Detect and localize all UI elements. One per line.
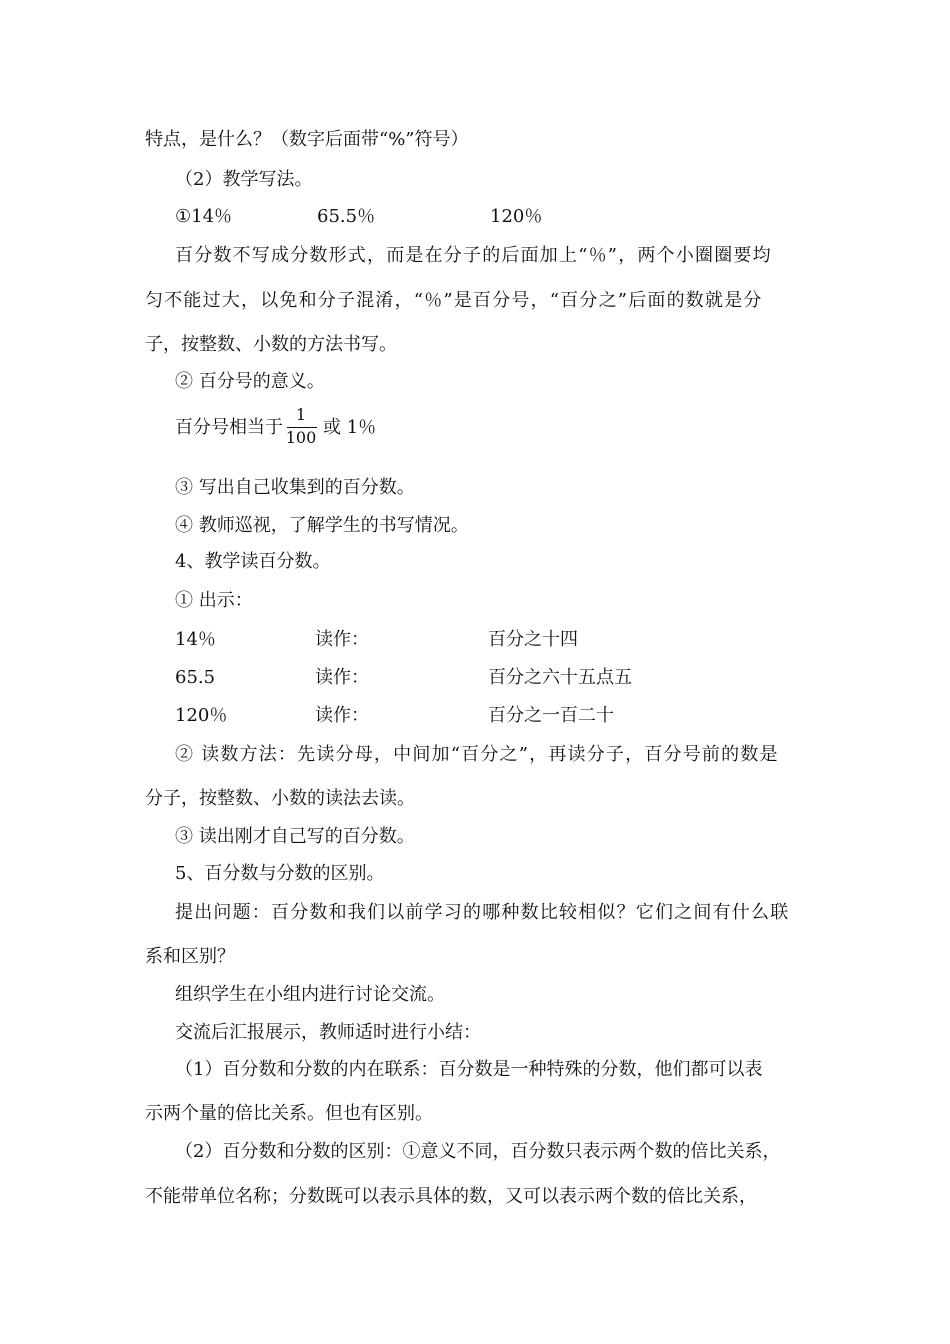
table-cell-number: 120％ — [175, 705, 228, 726]
section-heading: 4、教学读百分数。 — [175, 551, 331, 572]
table-cell-reading: 百分之六十五点五 — [488, 667, 632, 688]
percent-meaning-prefix: 百分号相当于 — [175, 417, 283, 438]
table-cell-reading: 百分之十四 — [488, 629, 578, 650]
table-cell-number: 65.5 — [175, 667, 216, 688]
table-cell-reading: 百分之一百二十 — [488, 705, 614, 726]
paragraph-line: （1）百分数和分数的内在联系：百分数是一种特殊的分数，他们都可以表 — [175, 1059, 763, 1080]
paragraph-line: ③ 写出自己收集到的百分数。 — [175, 477, 415, 498]
percent-meaning — [175, 405, 377, 447]
paragraph-line: 分子，按整数、小数的读法去读。 — [145, 788, 415, 809]
paragraph-line: 系和区别？ — [145, 946, 235, 967]
section-heading: 5、百分数与分数的区别。 — [175, 863, 385, 884]
table-cell-label: 读作： — [315, 705, 369, 726]
paragraph-line: ④ 教师巡视，了解学生的书写情况。 — [175, 515, 469, 536]
paragraph-line: 不能带单位名称；分数既可以表示具体的数，又可以表示两个数的倍比关系， — [145, 1186, 757, 1207]
paragraph-line: ③ 读出刚才自己写的百分数。 — [175, 826, 415, 847]
paragraph-line: 百分数不写成分数形式，而是在分子的后面加上“％”，两个小圈圈要均 — [175, 245, 772, 266]
paragraph-line: 提出问题：百分数和我们以前学习的哪种数比较相似？它们之间有什么联 — [175, 902, 790, 923]
section-heading: ② 百分号的意义。 — [175, 371, 325, 392]
paragraph-line: ① 出示： — [175, 590, 253, 611]
paragraph-line: ② 读数方法：先读分母，中间加“百分之”，再读分子，百分号前的数是 — [175, 744, 779, 765]
example-3: 120％ — [490, 206, 543, 227]
table-cell-label: 读作： — [315, 667, 369, 688]
table-cell-number: 14％ — [175, 629, 216, 650]
paragraph-line: （2）百分数和分数的区别：①意义不同，百分数只表示两个数的倍比关系， — [175, 1141, 781, 1162]
example-2: 65.5％ — [317, 206, 376, 227]
paragraph-line: 交流后汇报展示，教师适时进行小结： — [175, 1022, 481, 1043]
fraction-denominator: 100 — [285, 428, 317, 447]
paragraph-line: 匀不能过大，以免和分子混淆，“％”是百分号，“百分之”后面的数就是分 — [145, 290, 763, 311]
paragraph-line: 子，按整数、小数的方法书写。 — [145, 334, 397, 355]
section-heading: （2）教学写法。 — [175, 169, 313, 190]
paragraph-line: 示两个量的倍比关系。但也有区别。 — [145, 1103, 433, 1124]
example-1: ①14％ — [175, 206, 233, 227]
fraction-numerator: 1 — [295, 405, 307, 424]
fraction — [283, 405, 323, 447]
paragraph-line: 组织学生在小组内进行讨论交流。 — [175, 984, 445, 1005]
paragraph-line: 特点，是什么？（数字后面带“%”符号） — [145, 129, 469, 150]
percent-meaning-suffix: 或 1％ — [323, 417, 377, 438]
table-cell-label: 读作： — [315, 629, 369, 650]
